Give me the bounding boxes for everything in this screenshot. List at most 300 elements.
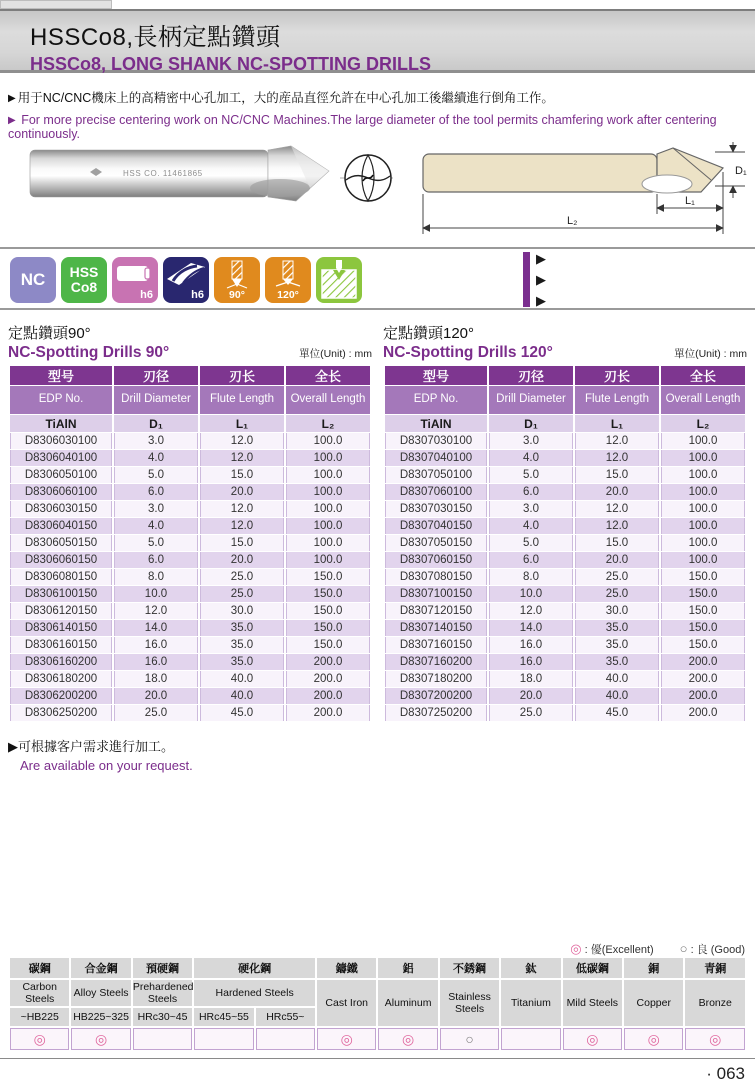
table-cell: 20.0 — [200, 484, 284, 500]
col-header: Overall Length — [661, 386, 745, 414]
col-header: Overall Length — [286, 386, 370, 414]
rating-cell — [501, 1028, 560, 1050]
table-cell: 20.0 — [575, 552, 659, 568]
rating-cell: ◎ — [317, 1028, 376, 1050]
table-cell: D8306060100 — [10, 484, 112, 500]
header-row-en — [385, 386, 745, 414]
col-header: Flute Length — [200, 386, 284, 414]
badge-workpiece — [316, 257, 362, 303]
triangle-icon: ▶ — [536, 272, 546, 287]
table-cell: D8307120150 — [385, 603, 487, 619]
material-header: 預硬鋼 — [133, 958, 192, 978]
table-cell: D8307060150 — [385, 552, 487, 568]
hardness-range: ~HB225 — [10, 1008, 69, 1026]
table-cell: 200.0 — [661, 705, 745, 721]
rating-legend — [570, 941, 745, 957]
col-subheader: D₁ — [114, 415, 198, 432]
table-cell: 35.0 — [575, 637, 659, 653]
header-row-zh — [10, 366, 370, 385]
table-cell: D8306030150 — [10, 501, 112, 517]
table-row — [10, 467, 370, 483]
table-cell: 100.0 — [286, 467, 370, 483]
material-row-en — [10, 980, 745, 1006]
note-en: Are available on your request. — [20, 758, 193, 773]
header-row-zh — [385, 366, 745, 385]
rating-cell — [133, 1028, 192, 1050]
table-row — [10, 603, 370, 619]
table-cell: 25.0 — [575, 569, 659, 585]
drill-marking-text: HSS CO. 11461865 — [123, 169, 203, 178]
table-title-zh: 定點鑽頭90° — [8, 325, 91, 342]
table-cell: 20.0 — [114, 688, 198, 704]
table-cell: 4.0 — [489, 450, 573, 466]
badge-nc-label: NC — [20, 270, 46, 289]
material-name: Alloy Steels — [71, 980, 130, 1006]
feature-badges — [10, 257, 362, 303]
rating-cell: ◎ — [71, 1028, 130, 1050]
col-subheader: TiAlN — [385, 415, 487, 432]
table-row — [10, 620, 370, 636]
table-cell: 40.0 — [200, 688, 284, 704]
col-header: EDP No. — [385, 386, 487, 414]
table-row — [385, 671, 745, 687]
dim-label-l2: L₂ — [567, 215, 578, 227]
table-row — [10, 433, 370, 449]
badge-point-90 — [214, 257, 260, 303]
table-cell: 16.0 — [489, 654, 573, 670]
table-cell: D8306050150 — [10, 535, 112, 551]
material-name: Bronze — [685, 980, 745, 1026]
rating-cell: ◎ — [10, 1028, 69, 1050]
badge-hss-label1: HSS — [69, 264, 99, 281]
table-cell: D8307040100 — [385, 450, 487, 466]
table-cell: 100.0 — [286, 535, 370, 551]
table-row — [385, 484, 745, 500]
table-cell: D8306160150 — [10, 637, 112, 653]
good-symbol: ○ — [679, 941, 688, 956]
table-cell: 100.0 — [661, 552, 745, 568]
table-cell: D8307250200 — [385, 705, 487, 721]
material-header: 低碳鋼 — [563, 958, 622, 978]
table-cell: 15.0 — [200, 467, 284, 483]
material-header: 銅 — [624, 958, 683, 978]
table-row — [385, 688, 745, 704]
table-cell: 18.0 — [489, 671, 573, 687]
table-row — [385, 586, 745, 602]
table-cell: 20.0 — [489, 688, 573, 704]
table-row — [10, 450, 370, 466]
excellent-symbol: ◎ — [570, 941, 582, 956]
unit-label: 單位(Unit) : mm — [674, 348, 747, 360]
col-header: Drill Diameter — [489, 386, 573, 414]
table-row — [10, 705, 370, 721]
page-title-zh: HSSCo8,長柄定點鑽頭 — [30, 24, 281, 51]
badge-nc — [10, 257, 56, 303]
table-row — [10, 688, 370, 704]
corner-tab — [0, 0, 112, 9]
table-cell: 4.0 — [114, 518, 198, 534]
badge-angle-label: 90° — [229, 289, 245, 301]
table-cell: 14.0 — [489, 620, 573, 636]
page-title-en: HSSCo8, LONG SHANK NC-SPOTTING DRILLS — [30, 54, 432, 74]
table-row — [10, 535, 370, 551]
table-row — [385, 535, 745, 551]
col-subheader: L₂ — [286, 415, 370, 432]
footer-divider — [0, 1058, 755, 1059]
table-row — [10, 586, 370, 602]
header-row-en — [10, 386, 370, 414]
dimension-diagram — [415, 142, 747, 240]
table-row — [385, 620, 745, 636]
table-cell: 35.0 — [200, 637, 284, 653]
table-cell: 200.0 — [661, 654, 745, 670]
badge-hss-co8 — [61, 257, 107, 303]
intro-line-zh — [8, 88, 748, 106]
table-cell: 100.0 — [286, 552, 370, 568]
material-header: 硬化鋼 — [194, 958, 315, 978]
material-row-zh — [10, 958, 745, 978]
section-marker-bar — [523, 252, 530, 307]
table-cell: 100.0 — [661, 484, 745, 500]
table-cell: D8307200200 — [385, 688, 487, 704]
table-cell: 200.0 — [286, 671, 370, 687]
table-cell: 6.0 — [114, 484, 198, 500]
table-row — [385, 552, 745, 568]
hardness-range: HRc55~ — [256, 1008, 315, 1026]
table-cell: D8306040100 — [10, 450, 112, 466]
table-cell: 5.0 — [114, 467, 198, 483]
table-cell: 100.0 — [661, 518, 745, 534]
intro-zh-text: 用于NC/CNC機床上的高精密中心孔加工，大的産品直徑允許在中心孔加工後繼續進行倒角工作。 — [17, 91, 554, 105]
table-row — [385, 501, 745, 517]
table-cell: 100.0 — [286, 501, 370, 517]
table-cell: D8307100150 — [385, 586, 487, 602]
badge-h6-label: h6 — [140, 289, 153, 301]
table-cell: D8307160200 — [385, 654, 487, 670]
table-row — [10, 552, 370, 568]
table-cell: 12.0 — [489, 603, 573, 619]
table-cell: 8.0 — [114, 569, 198, 585]
table-cell: D8307140150 — [385, 620, 487, 636]
col-subheader: L₁ — [200, 415, 284, 432]
spec-table-body — [10, 433, 370, 721]
table-row — [10, 518, 370, 534]
table-cell: 14.0 — [114, 620, 198, 636]
table-row — [10, 569, 370, 585]
table-cell: D8307030150 — [385, 501, 487, 517]
table-cell: 150.0 — [661, 620, 745, 636]
table-cell: D8306030100 — [10, 433, 112, 449]
table-cell: 200.0 — [286, 705, 370, 721]
table-cell: D8306080150 — [10, 569, 112, 585]
table-cell: D8306200200 — [10, 688, 112, 704]
table-cell: 25.0 — [200, 569, 284, 585]
badge-point-120 — [265, 257, 311, 303]
table-cell: 18.0 — [114, 671, 198, 687]
table-cell: D8306050100 — [10, 467, 112, 483]
bullet-arrow-icon: ▶ — [8, 93, 16, 104]
table-row — [385, 569, 745, 585]
excellent-label: : 優(Excellent) — [581, 944, 654, 956]
col-header: Flute Length — [575, 386, 659, 414]
table-cell: 100.0 — [286, 450, 370, 466]
table-row — [385, 654, 745, 670]
table-row — [385, 637, 745, 653]
table-title-en: NC-Spotting Drills 120° — [383, 344, 553, 361]
col-header: 全长 — [661, 366, 745, 385]
table-cell: 16.0 — [489, 637, 573, 653]
material-header: 碳鋼 — [10, 958, 69, 978]
table-cell: 3.0 — [114, 501, 198, 517]
table-cell: 100.0 — [661, 433, 745, 449]
rating-cell: ◎ — [378, 1028, 437, 1050]
badge-drill-h6 — [163, 257, 209, 303]
rating-cell: ◎ — [685, 1028, 745, 1050]
rating-cell: ◎ — [563, 1028, 622, 1050]
table-cell: 25.0 — [200, 586, 284, 602]
table-cell: 20.0 — [200, 552, 284, 568]
page-number: · 063 — [706, 1064, 745, 1083]
table-block-120 — [383, 322, 747, 722]
table-cell: 3.0 — [489, 501, 573, 517]
col-header: 型号 — [10, 366, 112, 385]
table-cell: 20.0 — [575, 484, 659, 500]
rating-cell — [256, 1028, 315, 1050]
table-cell: 6.0 — [489, 484, 573, 500]
material-row-rating — [10, 1028, 745, 1050]
material-header: 鈦 — [501, 958, 560, 978]
table-cell: 40.0 — [575, 688, 659, 704]
table-block-90 — [8, 322, 372, 722]
col-header: 全长 — [286, 366, 370, 385]
col-subheader: TiAlN — [10, 415, 112, 432]
col-header: Drill Diameter — [114, 386, 198, 414]
table-cell: 35.0 — [200, 620, 284, 636]
table-row — [385, 433, 745, 449]
badge-shank-h6 — [112, 257, 158, 303]
table-row — [385, 518, 745, 534]
table-cell: D8306060150 — [10, 552, 112, 568]
note-zh-text: 可根據客户需求進行加工。 — [18, 739, 175, 754]
footnotes — [8, 736, 193, 773]
table-cell: 25.0 — [114, 705, 198, 721]
col-header: 型号 — [385, 366, 487, 385]
material-header: 不銹鋼 — [440, 958, 499, 978]
table-cell: 12.0 — [114, 603, 198, 619]
table-row — [385, 467, 745, 483]
hardness-range: HRc45~55 — [194, 1008, 253, 1026]
table-cell: 150.0 — [661, 637, 745, 653]
table-cell: 40.0 — [575, 671, 659, 687]
badge-h6-label: h6 — [191, 289, 204, 301]
table-cell: D8307060100 — [385, 484, 487, 500]
table-cell: 100.0 — [661, 467, 745, 483]
bullet-arrow-icon: ▶ — [8, 115, 16, 126]
col-subheader: L₁ — [575, 415, 659, 432]
hardness-range: HRc30~45 — [133, 1008, 192, 1026]
table-row — [10, 501, 370, 517]
table-cell: 45.0 — [200, 705, 284, 721]
table-row — [10, 637, 370, 653]
table-cell: 35.0 — [575, 620, 659, 636]
table-cell: 150.0 — [286, 620, 370, 636]
rating-cell: ◎ — [624, 1028, 683, 1050]
table-cell: 12.0 — [200, 450, 284, 466]
page-header — [0, 9, 755, 73]
material-header: 鋁 — [378, 958, 437, 978]
material-header: 青銅 — [685, 958, 745, 978]
table-row — [10, 671, 370, 687]
material-header: 鑄鐵 — [317, 958, 376, 978]
table-cell: 150.0 — [661, 603, 745, 619]
table-cell: 35.0 — [575, 654, 659, 670]
table-cell: 30.0 — [200, 603, 284, 619]
badge-angle-label: 120° — [277, 289, 299, 301]
col-header: 刃径 — [489, 366, 573, 385]
table-cell: 150.0 — [286, 586, 370, 602]
spec-table-120 — [383, 365, 747, 722]
table-cell: 16.0 — [114, 637, 198, 653]
badge-hss-label2: Co8 — [70, 279, 98, 295]
table-cell: 40.0 — [200, 671, 284, 687]
table-cell: 200.0 — [286, 688, 370, 704]
note-zh — [8, 736, 193, 755]
material-header: 合金鋼 — [71, 958, 130, 978]
table-cell: 35.0 — [200, 654, 284, 670]
table-cell: 100.0 — [661, 450, 745, 466]
section-marker-arrows — [536, 252, 546, 307]
table-row — [385, 450, 745, 466]
table-cell: D8307050100 — [385, 467, 487, 483]
table-cell: 4.0 — [114, 450, 198, 466]
table-cell: 12.0 — [200, 433, 284, 449]
rating-cell — [194, 1028, 253, 1050]
table-cell: 100.0 — [286, 518, 370, 534]
col-header: EDP No. — [10, 386, 112, 414]
table-title-zh: 定點鑽頭120° — [383, 325, 475, 342]
table-cell: 200.0 — [661, 671, 745, 687]
dim-label-l1: L₁ — [685, 195, 695, 207]
table-cell: D8307180200 — [385, 671, 487, 687]
bullet-arrow-icon: ▶ — [8, 739, 18, 754]
triangle-icon: ▶ — [536, 293, 546, 308]
table-cell: 150.0 — [661, 586, 745, 602]
table-cell: 12.0 — [575, 450, 659, 466]
drill-end-view — [340, 150, 396, 206]
table-cell: 6.0 — [489, 552, 573, 568]
table-cell: 100.0 — [661, 501, 745, 517]
table-cell: 150.0 — [286, 569, 370, 585]
table-row — [385, 705, 745, 721]
table-row — [10, 484, 370, 500]
table-cell: D8307040150 — [385, 518, 487, 534]
table-cell: D8307160150 — [385, 637, 487, 653]
table-cell: 5.0 — [489, 467, 573, 483]
table-cell: 8.0 — [489, 569, 573, 585]
unit-label: 單位(Unit) : mm — [299, 348, 372, 360]
intro-en-text: For more precise centering work on NC/CNC Machines.The large diameter of the tool permits chamfering work after centering continuously. — [8, 113, 717, 141]
table-title-en: NC-Spotting Drills 90° — [8, 344, 170, 361]
material-name: Carbon Steels — [10, 980, 69, 1006]
table-cell: 10.0 — [114, 586, 198, 602]
material-name: Hardened Steels — [194, 980, 315, 1006]
intro-line-en — [8, 113, 748, 141]
col-subheader: D₁ — [489, 415, 573, 432]
table-cell: 45.0 — [575, 705, 659, 721]
table-cell: 100.0 — [661, 535, 745, 551]
table-cell: D8306040150 — [10, 518, 112, 534]
table-cell: 15.0 — [575, 535, 659, 551]
table-cell: 16.0 — [114, 654, 198, 670]
table-cell: 100.0 — [286, 484, 370, 500]
table-cell: 150.0 — [286, 603, 370, 619]
table-cell: 10.0 — [489, 586, 573, 602]
table-cell: 6.0 — [114, 552, 198, 568]
spec-table-90 — [8, 365, 372, 722]
table-cell: 4.0 — [489, 518, 573, 534]
table-cell: D8306120150 — [10, 603, 112, 619]
spec-table-body — [385, 433, 745, 721]
table-cell: 3.0 — [114, 433, 198, 449]
good-label: : 良 (Good) — [687, 944, 745, 956]
table-cell: D8307080150 — [385, 569, 487, 585]
material-name: Prehardened Steels — [132, 980, 194, 1005]
table-cell: 12.0 — [200, 501, 284, 517]
table-cell: 200.0 — [661, 688, 745, 704]
figures-area — [0, 138, 755, 242]
triangle-icon: ▶ — [536, 251, 546, 266]
table-cell: D8306250200 — [10, 705, 112, 721]
table-cell: 5.0 — [114, 535, 198, 551]
table-row — [10, 654, 370, 670]
dim-label-d1: D₁ — [735, 165, 747, 177]
header-row-sub — [10, 415, 370, 432]
table-cell: D8306140150 — [10, 620, 112, 636]
table-cell: 12.0 — [575, 433, 659, 449]
table-cell: D8306160200 — [10, 654, 112, 670]
col-header: 刃长 — [200, 366, 284, 385]
table-cell: D8306180200 — [10, 671, 112, 687]
table-cell: 150.0 — [661, 569, 745, 585]
table-cell: 25.0 — [575, 586, 659, 602]
table-cell: 15.0 — [200, 535, 284, 551]
table-cell: 12.0 — [575, 501, 659, 517]
material-name: Cast Iron — [317, 980, 376, 1026]
table-cell: D8307050150 — [385, 535, 487, 551]
table-cell: 12.0 — [575, 518, 659, 534]
table-cell: 30.0 — [575, 603, 659, 619]
table-cell: 5.0 — [489, 535, 573, 551]
material-name: Stainless Steels — [440, 980, 499, 1026]
table-cell: 100.0 — [286, 433, 370, 449]
drill-photo — [28, 144, 334, 204]
material-suitability-table — [8, 956, 747, 1052]
feature-icon-band — [0, 247, 755, 310]
table-cell: 3.0 — [489, 433, 573, 449]
col-header: 刃径 — [114, 366, 198, 385]
hardness-range: HB225~325 — [71, 1008, 130, 1026]
table-cell: 150.0 — [286, 637, 370, 653]
col-subheader: L₂ — [661, 415, 745, 432]
material-name: Mild Steels — [563, 980, 622, 1026]
material-name: Copper — [624, 980, 683, 1026]
table-row — [385, 603, 745, 619]
table-cell: 15.0 — [575, 467, 659, 483]
table-cell: D8307030100 — [385, 433, 487, 449]
workpiece-centering-icon — [316, 257, 362, 303]
material-name: Titanium — [501, 980, 560, 1026]
col-header: 刃长 — [575, 366, 659, 385]
